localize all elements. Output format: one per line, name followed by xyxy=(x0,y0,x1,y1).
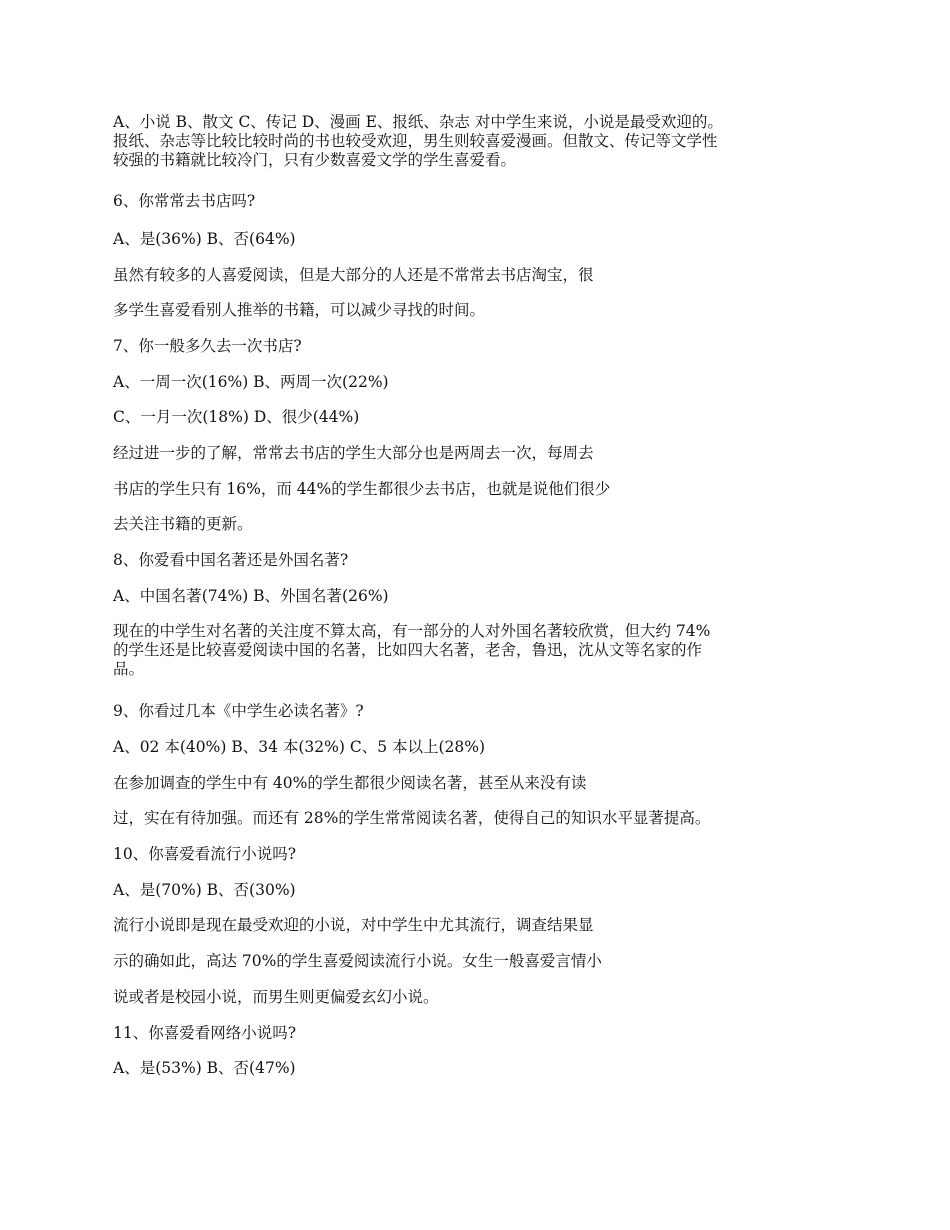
question-11: 11、你喜爱看网络小说吗? xyxy=(113,1024,297,1042)
question-10: 10、你喜爱看流行小说吗? xyxy=(113,845,297,863)
answer-8: A、中国名著(74%) B、外国名著(26%) xyxy=(113,587,389,605)
text-line: 报纸、杂志等比较比较时尚的书也较受欢迎，男生则较喜爱漫画。但散文、传记等文学性 xyxy=(113,132,718,150)
text-line: 的学生还是比较喜爱阅读中国的名著，比如四大名著，老舍，鲁迅，沈从文等名家的作 xyxy=(113,641,703,659)
question-6: 6、你常常去书店吗? xyxy=(113,192,256,210)
text-line: 流行小说即是现在最受欢迎的小说，对中学生中尤其流行，调查结果显 xyxy=(113,916,594,934)
text-line: 虽然有较多的人喜爱阅读，但是大部分的人还是不常常去书店淘宝，很 xyxy=(113,266,594,284)
question-8: 8、你爱看中国名著还是外国名著? xyxy=(113,551,349,569)
text-line: 在参加调查的学生中有 40%的学生都很少阅读名著，甚至从来没有读 xyxy=(113,774,587,792)
answer-11: A、是(53%) B、否(47%) xyxy=(113,1059,296,1077)
text-line: 示的确如此，高达 70%的学生喜爱阅读流行小说。女生一般喜爱言情小 xyxy=(113,952,602,970)
answer-7-cd: C、一月一次(18%) D、很少(44%) xyxy=(113,408,360,426)
question-9: 9、你看过几本《中学生必读名著》? xyxy=(113,702,364,720)
text-line: 说或者是校园小说，而男生则更偏爱玄幻小说。 xyxy=(113,988,439,1006)
text-line: 现在的中学生对名著的关注度不算太高，有一部分的人对外国名著较欣赏，但大约 74% xyxy=(113,622,711,640)
answer-7-ab: A、一周一次(16%) B、两周一次(22%) xyxy=(113,373,389,391)
text-line: 品。 xyxy=(113,660,145,678)
text-line: 多学生喜爱看别人推举的书籍，可以减少寻找的时间。 xyxy=(113,301,486,319)
text-line: 去关注书籍的更新。 xyxy=(113,515,253,533)
question-7: 7、你一般多久去一次书店? xyxy=(113,337,302,355)
paragraph-reading-preferences xyxy=(113,113,843,170)
answer-10: A、是(70%) B、否(30%) xyxy=(113,881,296,899)
paragraph-classics xyxy=(113,622,843,679)
text-line: 经过进一步的了解，常常去书店的学生大部分也是两周去一次，每周去 xyxy=(113,444,594,462)
text-line: 书店的学生只有 16%，而 44%的学生都很少去书店，也就是说他们很少 xyxy=(113,480,611,498)
text-line: A、小说 B、散文 C、传记 D、漫画 E、报纸、杂志 对中学生来说，小说是最受欢迎的。 xyxy=(113,113,723,131)
text-line: 较强的书籍就比较冷门，只有少数喜爱文学的学生喜爱看。 xyxy=(113,151,517,169)
text-line: 过，实在有待加强。而还有 28%的学生常常阅读名著，使得自己的知识水平显著提高。 xyxy=(113,809,711,827)
answer-6: A、是(36%) B、否(64%) xyxy=(113,230,296,248)
answer-9: A、02 本(40%) B、34 本(32%) C、5 本以上(28%) xyxy=(113,738,486,756)
